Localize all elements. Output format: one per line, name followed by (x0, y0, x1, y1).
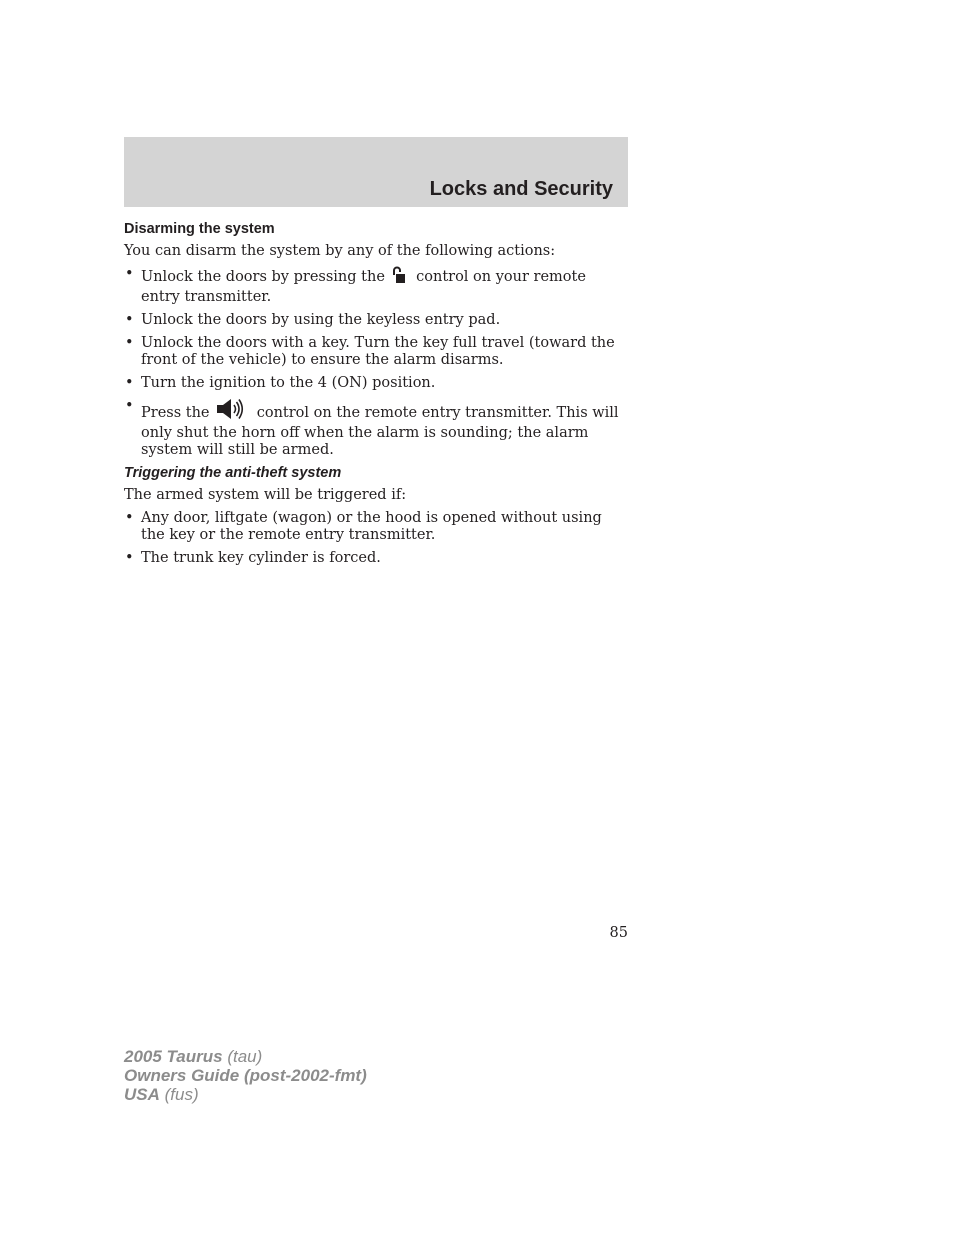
list-item-text: Any door, liftgate (wagon) or the hood is opened without using the key or the remote entry transmitter. (141, 510, 602, 543)
disarming-heading: Disarming the system (124, 221, 275, 237)
list-item (124, 266, 628, 306)
triggering-list (124, 510, 628, 567)
list-item-text: The trunk key cylinder is forced. (141, 550, 381, 566)
list-item-text: control on your remote entry transmitter. (141, 269, 586, 305)
list-item (124, 398, 628, 459)
list-item-text: Unlock the doors by using the keyless entry pad. (141, 312, 501, 328)
list-item-text: Press the (141, 405, 210, 421)
list-item (124, 550, 628, 567)
disarming-intro: You can disarm the system by any of the following actions: (124, 243, 556, 259)
list-item (124, 375, 628, 392)
list-item-text: Turn the ignition to the 4 (ON) position. (141, 375, 436, 391)
page-number: 85 (609, 925, 628, 941)
list-item-text: control on the remote entry transmitter. This will only shut the horn off when the alarm is sounding; the alarm system will still be armed. (141, 405, 619, 458)
list-item (124, 335, 628, 369)
triggering-intro: The armed system will be triggered if: (124, 487, 407, 503)
panic-horn-icon (214, 398, 252, 425)
section-title: Locks and Security (429, 178, 613, 200)
footer-line-guide: Owners Guide (post-2002-fmt) (124, 1066, 367, 1085)
list-item-text: Unlock the doors by pressing the (141, 269, 385, 285)
list-item (124, 510, 628, 544)
triggering-heading: Triggering the anti-theft system (124, 465, 342, 481)
footer-line-model: 2005 Taurus (tau) (124, 1047, 263, 1066)
main-content (124, 221, 628, 573)
unlock-icon (390, 266, 412, 289)
footer-line-market: USA (fus) (124, 1085, 199, 1104)
section-header-bar (124, 137, 628, 207)
footer-doc-info (124, 1047, 367, 1104)
list-item (124, 312, 628, 329)
disarming-list (124, 266, 628, 459)
list-item-text: Unlock the doors with a key. Turn the key full travel (toward the front of the vehicle) to ensure the alarm disarms. (141, 335, 615, 368)
